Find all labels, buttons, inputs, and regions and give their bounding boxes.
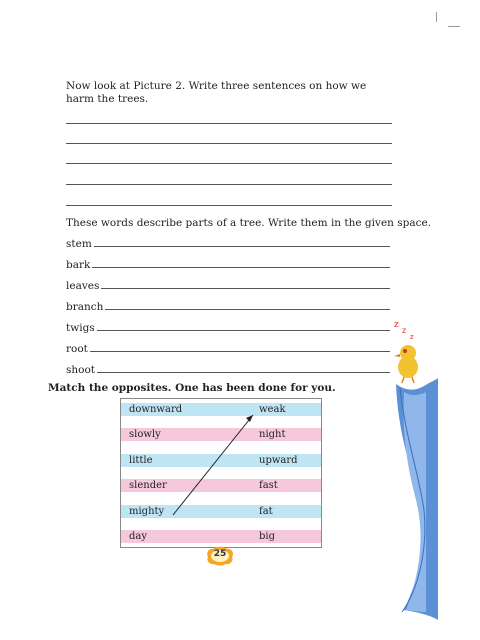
word-label: branch [66, 301, 104, 313]
instruction-picture2: Now look at Picture 2. Write three sentences on how we harm the trees. [66, 80, 367, 105]
match-right-word[interactable]: fat [259, 506, 273, 517]
match-left-word[interactable]: mighty [129, 506, 165, 517]
match-left-word[interactable]: little [129, 455, 153, 466]
svg-text:z: z [402, 326, 407, 335]
match-right-word[interactable]: big [259, 531, 276, 542]
instruction-match-opposites: Match the opposites. One has been done for you. [48, 382, 336, 394]
word-label: leaves [66, 280, 100, 292]
match-right-word[interactable]: night [259, 429, 286, 440]
match-left-word[interactable]: slowly [129, 429, 161, 440]
instruction-tree-parts: These words describe parts of a tree. Write them in the given space. [66, 217, 432, 229]
match-table [120, 398, 322, 548]
word-label: bark [66, 259, 91, 271]
match-left-word[interactable]: day [129, 531, 148, 542]
match-left-word[interactable]: downward [129, 404, 183, 415]
word-label: stem [66, 238, 92, 250]
svg-text:z: z [394, 320, 399, 330]
match-arrow [121, 399, 321, 547]
page-number: 25 [213, 549, 227, 559]
match-left-word[interactable]: slender [129, 480, 167, 491]
match-right-word[interactable]: upward [259, 455, 298, 466]
word-label: twigs [66, 322, 95, 334]
word-label: root [66, 343, 88, 355]
svg-text:z: z [410, 333, 414, 341]
bird-illustration [390, 315, 430, 385]
match-right-word[interactable]: fast [259, 480, 278, 491]
word-label: shoot [66, 364, 96, 376]
match-right-word[interactable]: weak [259, 404, 286, 415]
